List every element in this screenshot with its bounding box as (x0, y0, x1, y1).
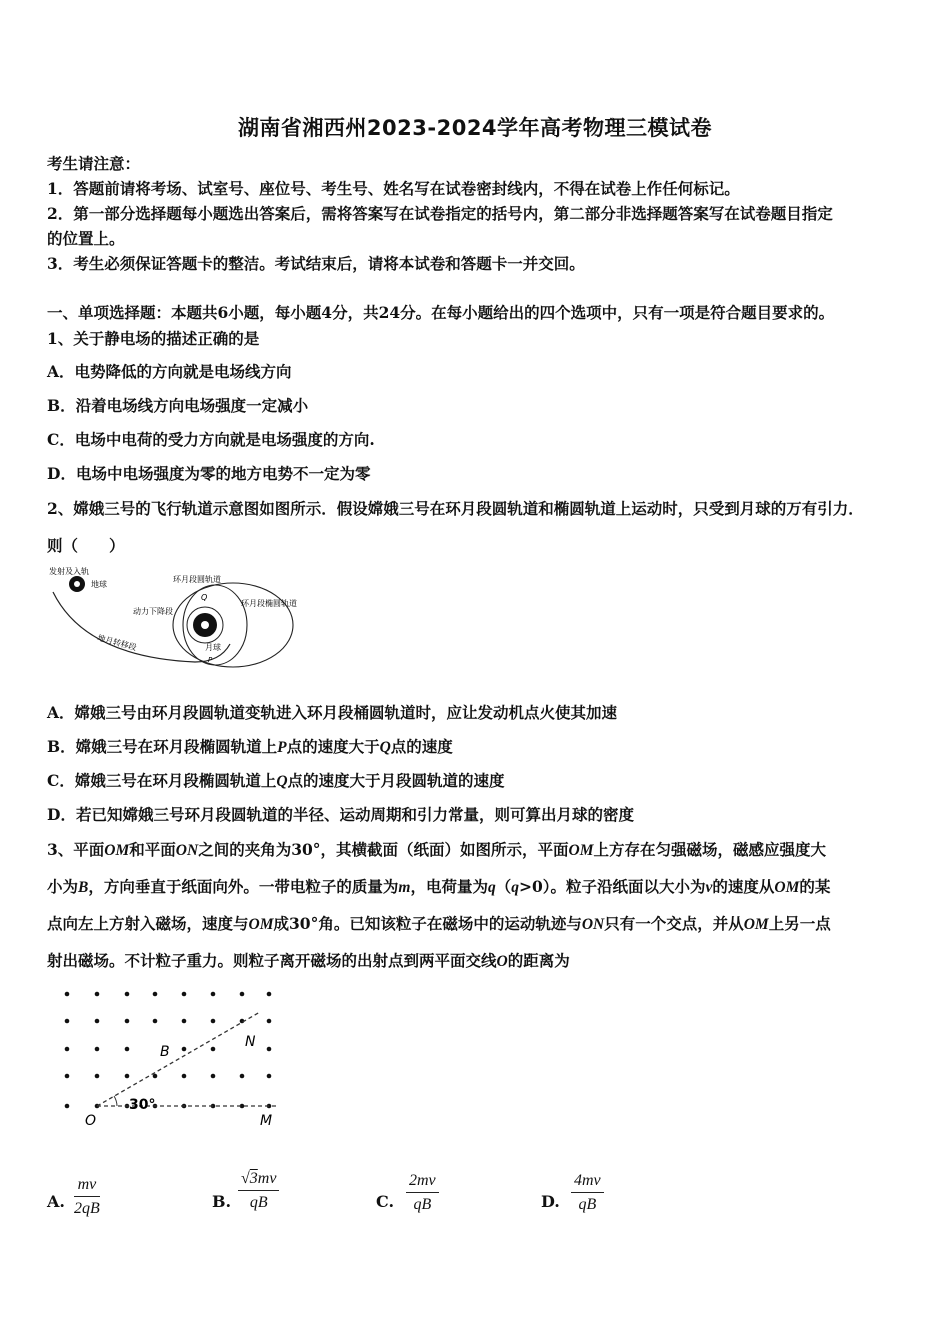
q3-option-d-fraction: $\frac{4mv}{qB}$ (571, 1172, 604, 1214)
label-n: N (245, 1034, 256, 1050)
angle-label: 30° (129, 1097, 156, 1113)
plane-on (97, 1012, 260, 1106)
label-b: B (160, 1044, 170, 1060)
label-o: O (85, 1113, 97, 1129)
q2-option-a: A．嫦娥三号由环月段圆轨道变轨进入环月段桶圆轨道时，应让发动机点火使其加速 (47, 703, 618, 722)
q2-stem: 2、嫦娥三号的飞行轨道示意图如图所示．假设嫦娥三号在环月段圆轨道和椭圆轨道上运动时，只受到月球的万有引力． (47, 499, 864, 518)
notice-header: 考生请注意： (47, 154, 141, 173)
point-p: P (208, 656, 213, 664)
q3-stem-line-1: 3、平面OM和平面ON之间的夹角为30°，其横截面（纸面）如图所示，平面OM上方存在匀强磁场，磁感应强度大 (47, 840, 827, 859)
q3-option-c-fraction: $\frac{2mv}{qB}$ (406, 1172, 439, 1214)
q3-option-c-label: C. (376, 1192, 395, 1211)
q3-stem-line-2: 小为B，方向垂直于纸面向外。一带电粒子的质量为m，电荷量为q（q>0）。粒子沿纸面以大小为v的速度从OM的某 (47, 877, 831, 896)
launch-label: 发射及入轨 (49, 567, 89, 576)
ellipse-orbit (173, 583, 293, 667)
q1-option-a: A．电势降低的方向就是电场线方向 (47, 362, 292, 381)
moon-label: 月球 (205, 643, 221, 652)
circle-orbit-label: 环月段圆轨道 (173, 575, 221, 584)
descent-label: 动力下降段 (133, 607, 173, 616)
q3-option-b-fraction: $\frac{√3mv}{qB}$ (238, 1170, 279, 1212)
orbit-diagram (45, 562, 315, 677)
transfer-label: 地月转移段 (96, 633, 138, 653)
q1-option-c: C．电场中电荷的受力方向就是电场强度的方向. (47, 430, 375, 449)
ellipse-orbit-label: 环月段椭圆轨道 (241, 599, 297, 608)
q3-option-d-label: D. (541, 1192, 560, 1211)
q1-stem: 1、关于静电场的描述正确的是 (47, 329, 260, 348)
point-q: Q (201, 593, 208, 602)
q3-stem-line-4: 射出磁场。不计粒子重力。则粒子离开磁场的出射点到两平面交线O的距离为 (47, 951, 570, 970)
notice-item-2: 2．第一部分选择题每小题选出答案后，需将答案写在试卷指定的括号内，第二部分非选择题答案写在试卷题目指定 (47, 204, 833, 223)
earth-label: 地球 (91, 580, 107, 589)
label-m: M (260, 1113, 273, 1129)
q3-option-a-fraction: $\frac{mv}{2qB}$ (74, 1176, 100, 1217)
q3-option-b-label: B. (212, 1192, 232, 1211)
q1-option-d: D．电场中电场强度为零的地方电势不一定为零 (47, 464, 371, 483)
q2-option-d: D．若已知嫦娥三号环月段圆轨道的半径、运动周期和引力常量，则可算出月球的密度 (47, 805, 634, 824)
section-heading: 一、单项选择题：本题共6小题，每小题4分，共24分。在每小题给出的四个选项中，只有一项是符合题目要求的。 (47, 303, 835, 322)
magnetic-field-diagram (55, 982, 295, 1132)
notice-item-3: 3．考生必须保证答题卡的整洁。考试结束后，请将本试卷和答题卡一并交回。 (47, 254, 585, 273)
q1-option-b: B．沿着电场线方向电场强度一定减小 (47, 396, 309, 415)
notice-item-1: 1．答题前请将考场、试室号、座位号、考生号、姓名写在试卷密封线内，不得在试卷上作任何标记。 (47, 179, 740, 198)
q3-option-a-label: A. (47, 1192, 65, 1211)
q2-option-c: C．嫦娥三号在环月段椭圆轨道上Q点的速度大于月段圆轨道的速度 (47, 771, 505, 790)
page-title: 湖南省湘西州2023-2024学年高考物理三模试卷 (237, 116, 713, 140)
q3-stem-line-3: 点向左上方射入磁场，速度与OM成30°角。已知该粒子在磁场中的运动轨迹与ON只有一个交点，并从OM上另一点 (47, 914, 831, 933)
notice-item-2-cont: 的位置上。 (47, 229, 125, 248)
q2-stem-cont: 则（ ） (47, 536, 125, 555)
q2-option-b: B．嫦娥三号在环月段椭圆轨道上P点的速度大于Q点的速度 (47, 737, 453, 756)
